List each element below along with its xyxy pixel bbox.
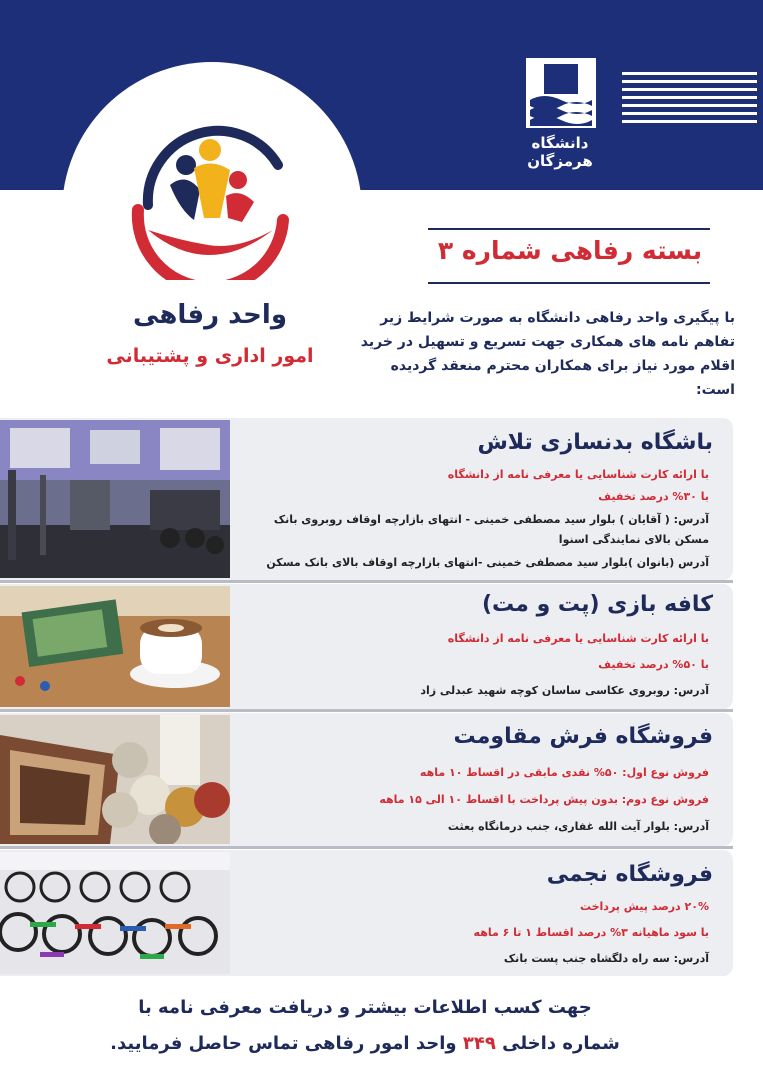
offer-title: فروشگاه فرش مقاومت (453, 724, 713, 749)
offer-address: آدرس: روبروی عکاسی ساسان کوچه شهید عبدلی زاد (420, 684, 709, 697)
bicycle-photo-icon (0, 852, 230, 974)
offer-condition: فروش نوع دوم: بدون پیش پرداخت با اقساط ۱۰ الی ۱۵ ماهه (379, 793, 709, 806)
offer-address: آدرس (بانوان )بلوار سید مصطفی خمینی -انتهای بازارچه اوقاف بالای بانک مسکن (266, 556, 709, 569)
carpet-photo-icon (0, 715, 230, 844)
gym-photo-icon (0, 420, 230, 578)
offer-title: فروشگاه نجمی (546, 862, 713, 887)
offer-condition: با سود ماهیانه ۳% درصد اقساط ۱ تا ۶ ماهه (473, 926, 709, 939)
extension-number: ۳۴۹ (462, 1033, 496, 1054)
card-separator (0, 709, 733, 712)
footer-text: واحد امور رفاهی تماس حاصل فرمایید. (110, 1033, 457, 1054)
offer-address: آدرس: سه راه دلگشاه جنب پست بانک (503, 952, 709, 965)
offer-condition: با ارائه کارت شناسایی یا معرفی نامه از دانشگاه (447, 632, 709, 645)
title-bottom-rule (428, 282, 710, 284)
offer-title: باشگاه بدنسازی تلاش (477, 430, 713, 455)
decorative-stripes (622, 72, 757, 128)
title-top-rule (428, 228, 710, 230)
offer-address: آدرس: ( آقایان ) بلوار سید مصطفی خمینی - انتهای بازارچه اوقاف روبروی بانک (273, 513, 709, 526)
offer-condition: با ۵۰% درصد تخفیف (598, 658, 709, 671)
intro-text: با پیگیری واحد رفاهی دانشگاه به صورت شرایط زیر تفاهم نامه های همکاری جهت تسریع و تسهیل در خرید اقلام مورد نیاز برای همکاران محترم منعقد گردیده است: (360, 310, 735, 398)
offer-condition: با ارائه کارت شناسایی یا معرفی نامه از دانشگاه (447, 468, 709, 481)
welfare-emblem-icon (108, 110, 308, 280)
offer-condition: با ۳۰% درصد تخفیف (598, 490, 709, 503)
footer-line-2 (40, 1026, 690, 1062)
university-logo-icon (524, 56, 598, 130)
footer-text: شماره داخلی (502, 1033, 620, 1054)
package-title: بسته رفاهی شماره ۳ (437, 236, 703, 265)
cafe-photo-icon (0, 586, 230, 707)
card-separator (0, 580, 733, 583)
footer-note (40, 990, 690, 1062)
university-name: دانشگاه هرمزگان (527, 134, 593, 170)
unit-subtitle: امور اداری و پشتیبانی (106, 345, 314, 367)
offer-title: کافه بازی (پت و مت) (481, 592, 713, 617)
offer-condition: فروش نوع اول: ۵۰% نقدی مابقی در اقساط ۱۰ ماهه (419, 766, 709, 779)
footer-line-1: جهت کسب اطلاعات بیشتر و دریافت معرفی نامه با (138, 997, 592, 1018)
unit-title: واحد رفاهی (133, 300, 287, 330)
offer-address: آدرس: بلوار آیت الله غفاری، جنب درمانگاه بعثت (447, 820, 709, 833)
card-separator (0, 846, 733, 849)
offer-condition: ۲۰% درصد پیش پرداخت (579, 900, 709, 913)
offer-address: مسکن بالای نمایندگی اسنوا (558, 533, 709, 546)
